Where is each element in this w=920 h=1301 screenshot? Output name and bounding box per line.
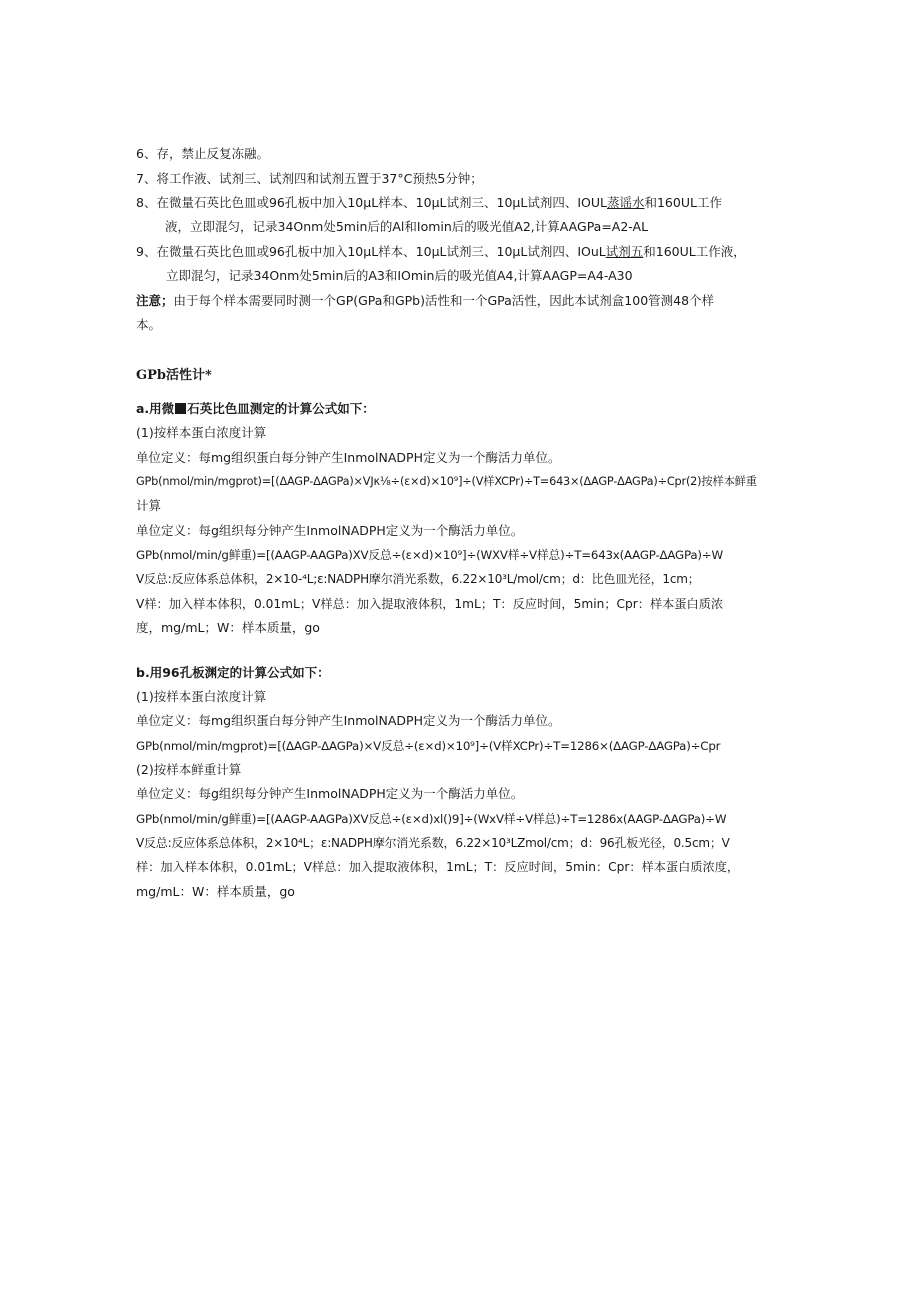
part-a-title-start: a.用微	[136, 401, 175, 416]
note-text: 由于每个样本需要同时测一个GP(GPa和GPb)活性和一个GPa活性，因此本试剂盒100管测48个样	[173, 293, 715, 308]
step-8-underlined: 蒸谣水	[606, 195, 645, 210]
square-block-icon	[175, 403, 186, 414]
step-6: 6、存，禁止反复冻融。	[136, 146, 269, 161]
step-9-text-b: 和160UL工作液，	[643, 244, 746, 259]
note-line-1	[136, 292, 786, 310]
part-b-title: b.用96孔板渊定的计算公式如下：	[136, 665, 330, 680]
note-label: 注意；	[136, 293, 174, 308]
part-b-line-4: (2)按样本鲜重计算	[136, 762, 242, 777]
step-7: 7、将工作液、试剂三、试剂四和试剂五置于37°C预热5分钟；	[136, 171, 483, 186]
part-b-line-5: 单位定义：每g组织每分钟产生InmolNADPH定义为一个酶活力单位。	[136, 786, 524, 801]
part-b-line-7: V反总:反应体系总体积，2×10⁴L；ε:NADPH摩尔消光系数，6.22×10³LZmol/cm；d：96孔板光径，0.5cm；V	[136, 836, 730, 850]
step-8-text-a: 8、在微量石英比色皿或96孔板中加入10μL样本、10μL试剂三、10μL试剂四、IOUL	[136, 195, 607, 210]
step-9-line-2: 立即混匀，记录34Onm处5min后的A3和IOmin后的吸光值A4,计算AAGP=A4-A30	[166, 268, 633, 283]
step-8-line-1	[136, 194, 786, 212]
part-b-line-2: 单位定义：每mg组织蛋白每分钟产生InmolNADPH定义为一个酶活力单位。	[136, 713, 561, 728]
note-line-2: 本。	[136, 317, 162, 332]
step-9-underlined: 试剂五	[605, 244, 644, 259]
part-a-line-5: 单位定义：每g组织每分钟产生InmolNADPH定义为一个酶活力单位。	[136, 523, 524, 538]
part-b-formula-1: GPb(nmol/min/mgprot)=[(ΔAGP-ΔAGPa)×V反总÷(ε×d)×10⁹]÷(V样XCPr)÷T=1286×(ΔAGP-ΔAGPa)÷Cpr	[136, 739, 721, 753]
part-a-formula-2: GPb(nmol/min/g鲜重)=[(AAGP-AAGPa)XV反总÷(ε×d)×10⁹]÷(WXV样÷V样总)÷T=643x(AAGP-ΔAGPa)÷W	[136, 548, 723, 562]
part-a-line-1: (1)按样本蛋白浓度计算	[136, 425, 267, 440]
part-a-line-4: 计算	[136, 498, 162, 513]
step-9-line-1	[136, 243, 786, 261]
part-b-line-8: 样：加入样本体积，0.01mL；V样总：加入提取液体积，1mL；T：反应时间，5min：Cpr：样本蛋白质浓度，	[136, 860, 740, 874]
part-a-line-2: 单位定义：每mg组织蛋白每分钟产生InmolNADPH定义为一个酶活力单位。	[136, 450, 561, 465]
part-a-formula-1: GPb(nmol/min/mgprot)=[(ΔAGP-ΔAGPa)×VJκ⅛÷(ε×d)×10⁹]÷(V样XCPr)÷T=643×(ΔAGP-ΔAGPa)÷Cpr(2)按样本鲜重	[136, 475, 757, 488]
part-b-line-9: mg/mL：W：样本质量，go	[136, 884, 295, 899]
step-8-text-b: 和160UL工作	[644, 195, 722, 210]
part-b-formula-2: GPb(nmol/min/g鲜重)=[(AAGP-AAGPa)XV反总÷(ε×d)xl()9]÷(WxV样÷V样总)÷T=1286x(AAGP-ΔAGPa)÷W	[136, 812, 727, 826]
part-a-line-8: V样：加入样本体积，0.01mL；V样总：加入提取液体积，1mL；T：反应时间，5min；Cpr：样本蛋白质浓	[136, 597, 724, 611]
step-9-text-a: 9、在微量石英比色皿或96孔板中加入10μL样本、10μL试剂三、10μL试剂四、IOuL	[136, 244, 606, 259]
part-a-title-end: 石英比色皿测定的计算公式如下：	[187, 401, 375, 416]
part-a-title	[136, 400, 786, 418]
section-title: GPb活性计*	[136, 368, 212, 383]
step-8-line-2: 液，立即混匀，记录34Onm处5min后的Al和Iomin后的吸光值A2,计算AAGPa=A2-AL	[165, 219, 649, 234]
part-a-line-7: V反总:反应体系总体积，2×10-⁴L;ε:NADPH摩尔消光系数，6.22×10³L/mol/cm；d：比色皿光径，1cm；	[136, 572, 700, 586]
part-a-line-9: 度，mg/mL；W：样本质量，go	[136, 620, 320, 635]
part-b-line-1: (1)按样本蛋白浓度计算	[136, 689, 267, 704]
